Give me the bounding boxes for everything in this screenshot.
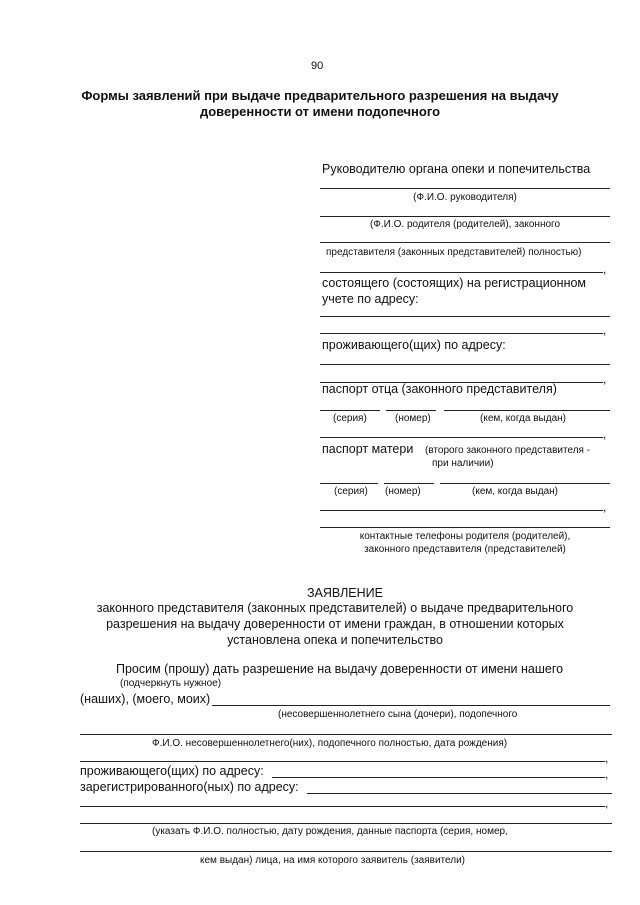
father-passport-line[interactable] bbox=[320, 437, 603, 438]
mother-issued-line[interactable] bbox=[440, 483, 610, 484]
registered-address-line-2[interactable] bbox=[320, 333, 603, 334]
addressee: Руководителю органа опеки и попечительства bbox=[322, 162, 591, 176]
parent-caption-1: (Ф.И.О. родителя (родителей), законного bbox=[369, 219, 561, 230]
ours-text: (наших), (моего, моих) bbox=[80, 692, 211, 706]
document-title-line2: доверенности от имени подопечного bbox=[199, 104, 441, 119]
mother-passport-line[interactable] bbox=[320, 510, 603, 511]
registered-label-2: учете по адресу: bbox=[322, 292, 419, 306]
head-name-line[interactable] bbox=[320, 188, 610, 189]
child-name-line[interactable] bbox=[212, 705, 610, 706]
father-passport-label: паспорт отца (законного представителя) bbox=[322, 382, 557, 396]
person-details-line-2[interactable] bbox=[80, 851, 612, 852]
parent-name-line-1[interactable] bbox=[320, 216, 610, 217]
indicate-caption: (указать Ф.И.О. полностью, дату рождения, данные паспорта (серия, номер, bbox=[152, 826, 508, 837]
mother-series-line[interactable] bbox=[320, 483, 378, 484]
registered-address-line-2b[interactable] bbox=[80, 806, 605, 807]
mother-note-1: (второго законного представителя - bbox=[425, 445, 591, 456]
child-details-line[interactable] bbox=[80, 761, 605, 762]
issued-caption: кем выдан) лица, на имя которого заявитель (заявители) bbox=[200, 855, 465, 866]
residing-address-label: проживающего(щих) по адресу: bbox=[80, 764, 264, 778]
phones-caption-2: законного представителя (представителей) bbox=[364, 544, 566, 555]
mother-issued-caption: (кем, когда выдан) bbox=[472, 486, 558, 497]
statement-sub-3: установлена опека и попечительство bbox=[227, 633, 443, 647]
comma: , bbox=[603, 500, 607, 514]
father-number-line[interactable] bbox=[386, 410, 436, 411]
comma: , bbox=[605, 767, 609, 781]
residing-label: проживающего(щих) по адресу: bbox=[322, 338, 506, 352]
comma: , bbox=[603, 427, 607, 441]
document-title-line1: Формы заявлений при выдаче предварительного разрешения на выдачу bbox=[81, 88, 559, 103]
person-details-line[interactable] bbox=[80, 823, 612, 824]
phones-caption-1: контактные телефоны родителя (родителей), bbox=[359, 531, 571, 542]
parent-name-line-2[interactable] bbox=[320, 242, 610, 243]
registered-address-input[interactable] bbox=[307, 793, 612, 794]
father-number-caption: (номер) bbox=[395, 413, 431, 424]
mother-series-caption: (серия) bbox=[334, 486, 368, 497]
residing-address-input[interactable] bbox=[272, 777, 605, 778]
fio-caption: Ф.И.О. несовершеннолетнего(них), подопечного полностью, дата рождения) bbox=[152, 738, 508, 749]
phones-line[interactable] bbox=[320, 527, 610, 528]
child-fio-line[interactable] bbox=[80, 734, 612, 735]
residing-address-line-1[interactable] bbox=[320, 364, 610, 365]
parent-caption-2: представителя (законных представителей) полностью) bbox=[326, 247, 582, 258]
mother-note-2: при наличии) bbox=[432, 458, 494, 469]
registered-address-label: зарегистрированного(ных) по адресу: bbox=[80, 780, 299, 794]
statement-heading: ЗАЯВЛЕНИЕ bbox=[306, 586, 383, 600]
father-issued-caption: (кем, когда выдан) bbox=[480, 413, 566, 424]
minor-caption: (несовершеннолетнего сына (дочери), подопечного bbox=[278, 709, 518, 720]
head-name-caption: (Ф.И.О. руководителя) bbox=[413, 192, 517, 203]
comma: , bbox=[603, 372, 607, 386]
comma: , bbox=[605, 796, 609, 810]
registered-address-line-1[interactable] bbox=[320, 316, 610, 317]
mother-number-caption: (номер) bbox=[385, 486, 421, 497]
page-number: 90 bbox=[311, 60, 324, 72]
father-issued-line[interactable] bbox=[444, 410, 610, 411]
father-series-caption: (серия) bbox=[333, 413, 367, 424]
mother-passport-label: паспорт матери bbox=[322, 442, 414, 456]
comma: , bbox=[603, 323, 607, 337]
registered-label-1: состоящего (состоящих) на регистрационном bbox=[322, 276, 587, 290]
statement-sub-1: законного представителя (законных представителей) о выдаче предварительного bbox=[96, 601, 574, 615]
statement-sub-2: разрешения на выдачу доверенности от имени граждан, в отношении которых bbox=[106, 617, 564, 631]
request-text: Просим (прошу) дать разрешение на выдачу доверенности от имени нашего bbox=[116, 662, 564, 676]
comma: , bbox=[603, 262, 607, 276]
underline-note: (подчеркнуть нужное) bbox=[120, 678, 222, 689]
comma: , bbox=[605, 751, 609, 765]
parent-name-line-3[interactable] bbox=[320, 272, 603, 273]
mother-number-line[interactable] bbox=[384, 483, 434, 484]
father-series-line[interactable] bbox=[320, 410, 380, 411]
